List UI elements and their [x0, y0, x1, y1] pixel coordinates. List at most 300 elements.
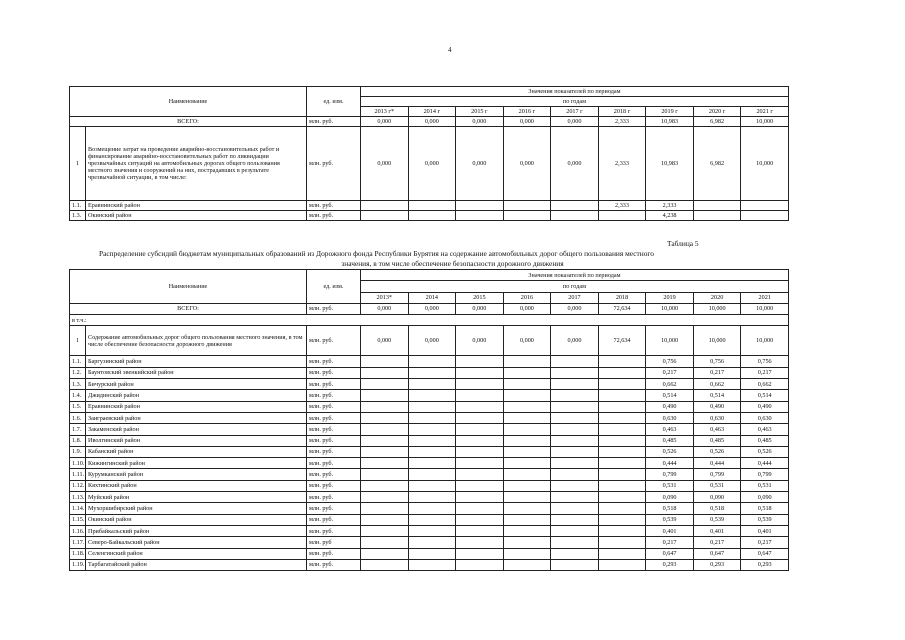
- row-value: [456, 514, 504, 525]
- row-value: [551, 211, 599, 221]
- row-unit: млн. руб.: [307, 559, 361, 570]
- header-years-group: по годам: [361, 281, 789, 292]
- row-name: Заиграевский район: [86, 412, 307, 423]
- table-row: [70, 117, 789, 127]
- header-year: 2018: [598, 292, 646, 303]
- row-value: [503, 367, 551, 378]
- row-value: [503, 548, 551, 559]
- row-value: 0,526: [693, 446, 741, 457]
- row-value: [551, 424, 599, 435]
- row-name: Кяхтинский район: [86, 480, 307, 491]
- row-unit: млн. руб.: [307, 480, 361, 491]
- row-unit: млн. руб.: [307, 503, 361, 514]
- row-value: [551, 201, 599, 211]
- page-number: 4: [448, 46, 452, 54]
- row-value: 10,000: [741, 326, 789, 356]
- row-name: Еравнинский район: [86, 201, 307, 211]
- table-row: [70, 379, 789, 390]
- row-value: [456, 559, 504, 570]
- row-value: 0,539: [741, 514, 789, 525]
- row-value: [408, 201, 456, 211]
- row-value: 0,662: [741, 379, 789, 390]
- row-name: Кабанский район: [86, 446, 307, 457]
- row-value: [551, 435, 599, 446]
- row-value: 10,000: [693, 303, 741, 314]
- row-value: 10,000: [741, 303, 789, 314]
- row-value: [598, 211, 646, 221]
- table-5-title-line-1: Распределение субсидий бюджетам муниципальных образований из Дорожного фонда Республики Бурятия на содержание автомобильных дорог общего пользования местного: [99, 249, 654, 258]
- row-value: [598, 446, 646, 457]
- row-value: 0,000: [361, 326, 409, 356]
- header-year: 2013 г*: [361, 107, 409, 117]
- row-value: 0,514: [741, 390, 789, 401]
- row-number: 1.1.: [70, 201, 86, 211]
- row-name: Еравнинский район: [86, 401, 307, 412]
- row-value: [551, 390, 599, 401]
- row-value: 2,333: [598, 201, 646, 211]
- table-row: [70, 537, 789, 548]
- header-values: Значения показателей по периодам: [361, 87, 789, 97]
- row-value: [598, 503, 646, 514]
- row-value: 0,485: [646, 435, 694, 446]
- row-number: 1.2.: [70, 367, 86, 378]
- row-unit: млн. руб.: [307, 548, 361, 559]
- row-value: 6,982: [693, 117, 741, 127]
- row-value: [361, 480, 409, 491]
- row-value: [456, 435, 504, 446]
- row-value: [503, 458, 551, 469]
- row-value: 0,217: [741, 367, 789, 378]
- row-value: [503, 492, 551, 503]
- row-value: 0,539: [693, 514, 741, 525]
- row-value: [361, 424, 409, 435]
- row-name: Селенгинский район: [86, 548, 307, 559]
- row-value: 0,630: [693, 412, 741, 423]
- row-unit: млн. руб.: [307, 412, 361, 423]
- row-name: Иволгинский район: [86, 435, 307, 446]
- header-year: 2016 г: [503, 107, 551, 117]
- row-value: 0,090: [646, 492, 694, 503]
- row-value: [408, 390, 456, 401]
- row-value: [408, 356, 456, 367]
- row-value: [361, 458, 409, 469]
- row-value: [503, 201, 551, 211]
- row-name: Возмещение затрат на проведение аварийно-восстановительных работ и финансирование аварийно-восстановительных работ по ликвидации чрезвычайных ситуаций на автомобильных дорогах общего пользования местного значения и сооружений на них, пострадавших в результате чрезвычайной ситуации, в том числе:: [86, 127, 307, 201]
- row-value: [693, 201, 741, 211]
- row-value: [361, 492, 409, 503]
- row-value: 0,490: [693, 401, 741, 412]
- table-row: [70, 446, 789, 457]
- row-unit: млн. руб.: [307, 367, 361, 378]
- row-value: 0,799: [741, 469, 789, 480]
- table-row: [70, 367, 789, 378]
- row-value: 72,634: [598, 326, 646, 356]
- row-value: 0,000: [503, 326, 551, 356]
- subhead-row: [70, 315, 789, 326]
- header-name: Наименование: [70, 270, 307, 304]
- row-unit: млн. руб: [307, 537, 361, 548]
- row-name: Закаменский район: [86, 424, 307, 435]
- row-name: Баунтовский эвенкийский район: [86, 367, 307, 378]
- row-name: Тарбагатайский район: [86, 559, 307, 570]
- table-row: [70, 356, 789, 367]
- subhead-label: в т.ч.:: [70, 315, 789, 326]
- row-value: 0,490: [741, 401, 789, 412]
- row-value: [503, 503, 551, 514]
- row-number: 1.5.: [70, 401, 86, 412]
- header-year: 2014 г: [408, 107, 456, 117]
- row-value: [693, 211, 741, 221]
- row-value: 72,634: [598, 303, 646, 314]
- row-unit: млн. руб.: [307, 401, 361, 412]
- row-value: 0,518: [741, 503, 789, 514]
- row-value: [408, 492, 456, 503]
- header-year: 2020: [693, 292, 741, 303]
- row-unit: млн. руб.: [307, 127, 361, 201]
- row-number: 1.10.: [70, 458, 86, 469]
- row-value: 0,401: [741, 525, 789, 536]
- row-value: [503, 525, 551, 536]
- row-value: 0,463: [741, 424, 789, 435]
- row-value: [456, 446, 504, 457]
- row-value: 0,000: [551, 303, 599, 314]
- row-value: 10,000: [741, 117, 789, 127]
- row-value: 0,647: [693, 548, 741, 559]
- row-value: [361, 503, 409, 514]
- row-name: Муйский район: [86, 492, 307, 503]
- table-row: [70, 548, 789, 559]
- table-row: [70, 401, 789, 412]
- row-value: 0,090: [693, 492, 741, 503]
- row-value: [551, 458, 599, 469]
- row-number: 1.16.: [70, 525, 86, 536]
- row-unit: млн. руб.: [307, 356, 361, 367]
- row-number: 1.11.: [70, 469, 86, 480]
- row-value: 0,000: [551, 326, 599, 356]
- row-number: 1.12.: [70, 480, 86, 491]
- row-name: Северо-Байкальский район: [86, 537, 307, 548]
- row-number: 1.3.: [70, 211, 86, 221]
- table-row: [70, 458, 789, 469]
- row-value: 0,799: [693, 469, 741, 480]
- row-value: 0,217: [741, 537, 789, 548]
- row-value: 0,531: [693, 480, 741, 491]
- row-value: [598, 424, 646, 435]
- row-value: [503, 514, 551, 525]
- header-years-group: по годам: [361, 97, 789, 107]
- row-name: Окинский район: [86, 514, 307, 525]
- row-value: [503, 379, 551, 390]
- row-unit: млн. руб.: [307, 390, 361, 401]
- row-value: 2,333: [646, 201, 694, 211]
- row-value: 0,000: [408, 303, 456, 314]
- row-value: 0,444: [693, 458, 741, 469]
- row-value: [456, 492, 504, 503]
- row-value: 10,000: [646, 303, 694, 314]
- row-name: Прибайкальский район: [86, 525, 307, 536]
- table-row: [70, 326, 789, 356]
- row-value: [456, 480, 504, 491]
- row-number: 1.7.: [70, 424, 86, 435]
- row-value: 0,662: [646, 379, 694, 390]
- row-value: [408, 424, 456, 435]
- row-value: [408, 401, 456, 412]
- row-value: [408, 548, 456, 559]
- row-value: [408, 379, 456, 390]
- row-value: [598, 492, 646, 503]
- row-value: [503, 356, 551, 367]
- header-year: 2015: [456, 292, 504, 303]
- row-value: [551, 401, 599, 412]
- row-value: [408, 446, 456, 457]
- row-value: [598, 412, 646, 423]
- header-year: 2019 г: [646, 107, 694, 117]
- row-value: 0,514: [693, 390, 741, 401]
- row-value: [551, 379, 599, 390]
- row-value: [361, 537, 409, 548]
- row-value: [551, 492, 599, 503]
- row-name: Окинский район: [86, 211, 307, 221]
- row-value: 2,333: [598, 117, 646, 127]
- row-value: [598, 525, 646, 536]
- row-value: [598, 480, 646, 491]
- header-year: 2019: [646, 292, 694, 303]
- row-value: 0,217: [693, 537, 741, 548]
- header-unit: ед. изм.: [307, 270, 361, 304]
- row-name: Кижингинский район: [86, 458, 307, 469]
- row-value: 0,000: [456, 303, 504, 314]
- row-value: 0,444: [741, 458, 789, 469]
- row-value: [456, 390, 504, 401]
- row-value: [408, 503, 456, 514]
- row-value: [408, 514, 456, 525]
- row-value: [503, 390, 551, 401]
- row-value: 0,630: [646, 412, 694, 423]
- table-row: [70, 525, 789, 536]
- header-year: 2016: [503, 292, 551, 303]
- row-value: [503, 424, 551, 435]
- row-number: 1.15.: [70, 514, 86, 525]
- header-year: 2013*: [361, 292, 409, 303]
- row-value: 0,518: [646, 503, 694, 514]
- row-number: 1.1.: [70, 356, 86, 367]
- row-value: 10,000: [646, 326, 694, 356]
- row-value: [551, 446, 599, 457]
- header-name: Наименование: [70, 87, 307, 117]
- row-value: [408, 211, 456, 221]
- row-name: Баргузинский район: [86, 356, 307, 367]
- row-number: 1.17.: [70, 537, 86, 548]
- row-value: [361, 559, 409, 570]
- row-name: Курумканский район: [86, 469, 307, 480]
- row-number: 1.19.: [70, 559, 86, 570]
- row-value: 0,526: [741, 446, 789, 457]
- table-row: [70, 424, 789, 435]
- header-year: 2021 г: [741, 107, 789, 117]
- row-value: [456, 469, 504, 480]
- row-value: [456, 356, 504, 367]
- row-value: [361, 469, 409, 480]
- table-row: [70, 201, 789, 211]
- row-value: [598, 458, 646, 469]
- row-value: 0,000: [361, 303, 409, 314]
- row-value: [598, 559, 646, 570]
- row-value: [741, 211, 789, 221]
- row-value: 0,000: [503, 303, 551, 314]
- row-number: 1.3.: [70, 379, 86, 390]
- row-value: 0,000: [456, 127, 504, 201]
- row-value: 0,444: [646, 458, 694, 469]
- row-value: 0,630: [741, 412, 789, 423]
- row-value: [361, 514, 409, 525]
- table-5: [69, 269, 789, 571]
- row-value: 0,217: [646, 537, 694, 548]
- row-value: 10,000: [741, 127, 789, 201]
- row-unit: млн. руб.: [307, 514, 361, 525]
- row-value: [551, 537, 599, 548]
- row-value: [598, 537, 646, 548]
- row-value: 0,518: [693, 503, 741, 514]
- row-unit: млн. руб.: [307, 525, 361, 536]
- row-value: [361, 367, 409, 378]
- row-value: [598, 356, 646, 367]
- table-row: [70, 559, 789, 570]
- row-value: [408, 367, 456, 378]
- table-row: [70, 480, 789, 491]
- row-value: [456, 537, 504, 548]
- row-value: [361, 401, 409, 412]
- row-unit: млн. руб.: [307, 435, 361, 446]
- row-value: [361, 356, 409, 367]
- row-value: [456, 367, 504, 378]
- row-value: [551, 559, 599, 570]
- row-unit: млн. руб.: [307, 201, 361, 211]
- row-number: 1.9.: [70, 446, 86, 457]
- row-value: [361, 412, 409, 423]
- row-value: [551, 480, 599, 491]
- row-value: [503, 469, 551, 480]
- row-value: 0,531: [646, 480, 694, 491]
- row-value: [456, 379, 504, 390]
- row-value: 0,000: [503, 117, 551, 127]
- row-value: [598, 435, 646, 446]
- row-value: [408, 480, 456, 491]
- row-value: [598, 379, 646, 390]
- row-value: [456, 401, 504, 412]
- row-value: [598, 548, 646, 559]
- row-value: 0,000: [361, 117, 409, 127]
- row-value: 0,463: [693, 424, 741, 435]
- header-row: [70, 270, 789, 281]
- row-value: [551, 503, 599, 514]
- row-number: 1.6.: [70, 412, 86, 423]
- header-year: 2014: [408, 292, 456, 303]
- table-row: [70, 514, 789, 525]
- row-value: [361, 525, 409, 536]
- row-value: 0,490: [646, 401, 694, 412]
- row-number: 1.4.: [70, 390, 86, 401]
- row-value: [361, 435, 409, 446]
- row-value: 0,799: [646, 469, 694, 480]
- row-value: [361, 446, 409, 457]
- header-year: 2021: [741, 292, 789, 303]
- table-row: [70, 503, 789, 514]
- row-value: 0,401: [693, 525, 741, 536]
- row-value: 0,756: [741, 356, 789, 367]
- header-year: 2017 г: [551, 107, 599, 117]
- row-name: Содержание автомобильных дорог общего пользования местного значения, в том числе обеспечение безопасности дорожного движения: [86, 326, 307, 356]
- row-value: [361, 211, 409, 221]
- row-value: 0,217: [693, 367, 741, 378]
- row-value: [551, 514, 599, 525]
- row-value: 10,000: [693, 326, 741, 356]
- table-1: [69, 86, 789, 221]
- row-value: 0,000: [551, 117, 599, 127]
- row-unit: млн. руб.: [307, 492, 361, 503]
- row-value: 0,000: [408, 326, 456, 356]
- row-value: 0,000: [456, 117, 504, 127]
- row-value: [551, 548, 599, 559]
- row-value: [456, 525, 504, 536]
- row-value: 2,333: [598, 127, 646, 201]
- table-row: [70, 390, 789, 401]
- row-number: 1.8.: [70, 435, 86, 446]
- row-value: [361, 379, 409, 390]
- header-year: 2015 г: [456, 107, 504, 117]
- row-value: [456, 458, 504, 469]
- table-row: [70, 469, 789, 480]
- table-5-title-line-2: значения, в том числе обеспечение безопасности дорожного движения: [341, 259, 564, 268]
- row-value: 0,756: [693, 356, 741, 367]
- row-value: [551, 412, 599, 423]
- row-value: [598, 469, 646, 480]
- header-values: Значения показателей по периодам: [361, 270, 789, 281]
- row-value: 0,000: [456, 326, 504, 356]
- row-value: [598, 390, 646, 401]
- row-value: [551, 356, 599, 367]
- row-value: 0,485: [693, 435, 741, 446]
- row-name: ВСЕГО:: [70, 303, 307, 314]
- row-value: 6,982: [693, 127, 741, 201]
- row-name: ВСЕГО:: [70, 117, 307, 127]
- row-value: 0,662: [693, 379, 741, 390]
- row-value: 0,526: [646, 446, 694, 457]
- row-value: [503, 480, 551, 491]
- row-value: 0,000: [503, 127, 551, 201]
- row-number: 1: [70, 127, 86, 201]
- row-value: 0,647: [741, 548, 789, 559]
- row-unit: млн. руб.: [307, 379, 361, 390]
- row-value: [408, 469, 456, 480]
- row-value: [361, 548, 409, 559]
- row-value: [503, 412, 551, 423]
- row-value: 0,463: [646, 424, 694, 435]
- row-number: 1.18.: [70, 548, 86, 559]
- row-name: Джидинский район: [86, 390, 307, 401]
- row-value: [741, 201, 789, 211]
- row-value: [361, 201, 409, 211]
- row-name: Бичурский район: [86, 379, 307, 390]
- row-value: [456, 211, 504, 221]
- row-unit: млн. руб.: [307, 303, 361, 314]
- row-value: 0,000: [551, 127, 599, 201]
- row-value: 0,293: [646, 559, 694, 570]
- row-value: 4,238: [646, 211, 694, 221]
- table-row: [70, 303, 789, 314]
- row-unit: млн. руб.: [307, 446, 361, 457]
- header-year: 2020 г: [693, 107, 741, 117]
- header-year: 2017: [551, 292, 599, 303]
